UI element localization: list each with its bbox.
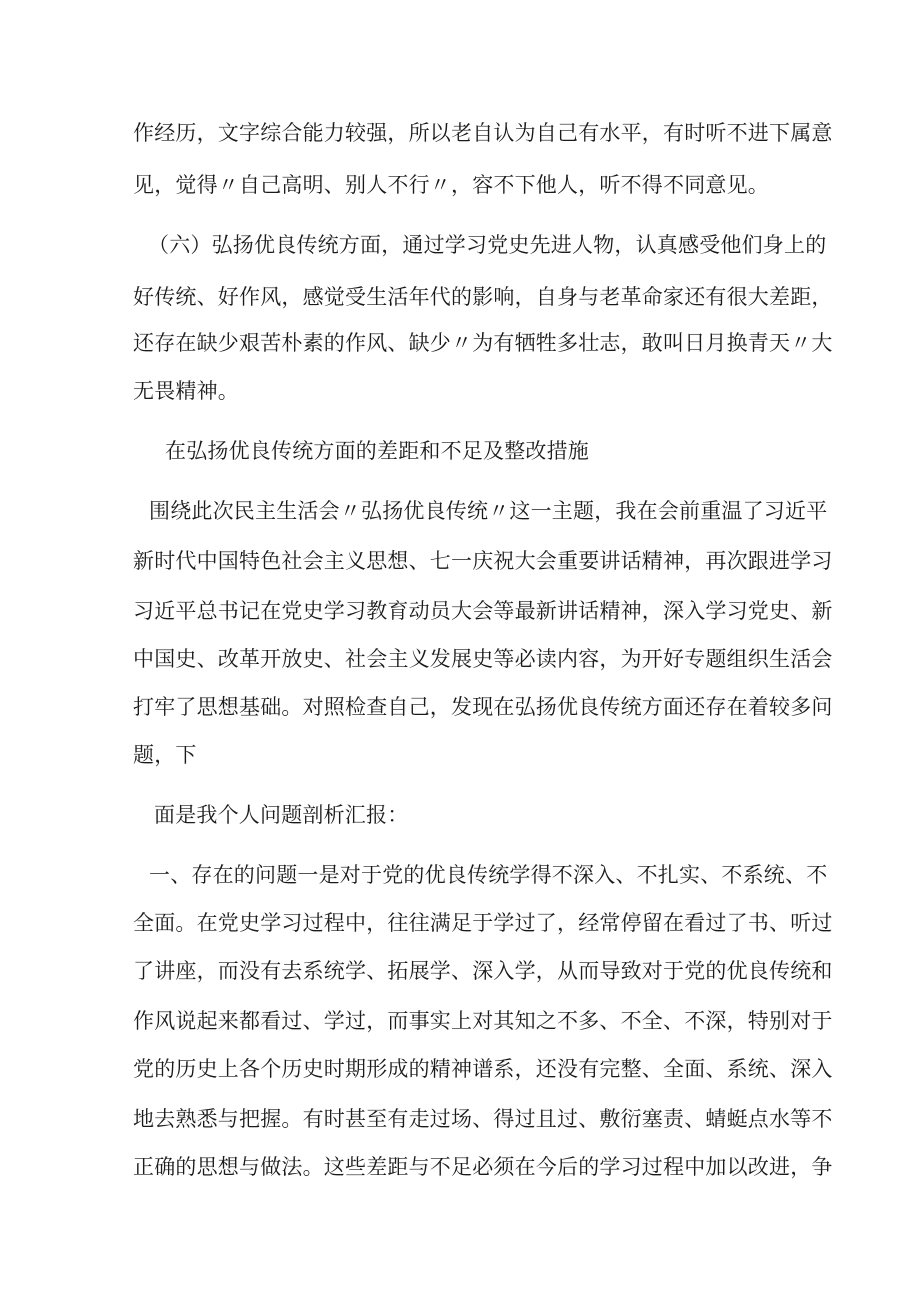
paragraph-line: 习近平总书记在党史学习教育动员大会等最新讲话精神，深入学习党史、新	[133, 599, 833, 623]
paragraph-line: （六）弘扬优良传统方面，通过学习党史先进人物，认真感受他们身上的	[148, 233, 827, 257]
paragraph-line: 作经历，文字综合能力较强，所以老自认为自己有水平，有时听不进下属意	[133, 121, 833, 145]
paragraph-line: 一、存在的问题一是对于党的优良传统学得不深入、不扎实、不系统、不	[149, 863, 828, 887]
paragraph-line: 全面。在党史学习过程中，往往满足于学过了，经常停留在看过了书、听过	[133, 911, 833, 935]
paragraph-line: 中国史、改革开放史、社会主义发展史等必读内容，为开好专题组织生活会	[133, 647, 833, 671]
paragraph-line: 无畏精神。	[133, 379, 239, 403]
paragraph-line: 好传统、好作风，感觉受生活年代的影响，自身与老革命家还有很大差距，	[133, 285, 833, 309]
section-heading: 在弘扬优良传统方面的差距和不足及整改措施	[165, 439, 589, 463]
paragraph-line: 了讲座，而没有去系统学、拓展学、深入学，从而导致对于党的优良传统和	[133, 959, 833, 983]
paragraph-line: 题，下	[133, 743, 197, 767]
paragraph-line: 见，觉得〃自己高明、别人不行〃，容不下他人，听不得不同意见。	[133, 173, 769, 197]
paragraph-line: 作风说起来都看过、学过，而事实上对其知之不多、不全、不深，特别对于	[133, 1009, 833, 1033]
paragraph-line: 地去熟悉与把握。有时甚至有走过场、得过且过、敷衍塞责、蜻蜓点水等不	[133, 1107, 833, 1131]
paragraph-line: 面是我个人问题剖析汇报：	[154, 803, 409, 827]
paragraph-line: 正确的思想与做法。这些差距与不足必须在今后的学习过程中加以改进，争	[133, 1155, 833, 1179]
paragraph-line: 打牢了思想基础。对照检查自己，发现在弘扬优良传统方面还存在着较多问	[133, 695, 833, 719]
paragraph-line: 还存在缺少艰苦朴素的作风、缺少〃为有牺牲多壮志，敢叫日月换青天〃大	[133, 331, 833, 355]
paragraph-line: 新时代中国特色社会主义思想、七一庆祝大会重要讲话精神，再次跟进学习	[133, 549, 833, 573]
paragraph-line: 围绕此次民主生活会〃弘扬优良传统〃这一主题，我在会前重温了习近平	[149, 499, 828, 523]
paragraph-line: 党的历史上各个历史时期形成的精神谱系，还没有完整、全面、系统、深入	[133, 1057, 833, 1081]
